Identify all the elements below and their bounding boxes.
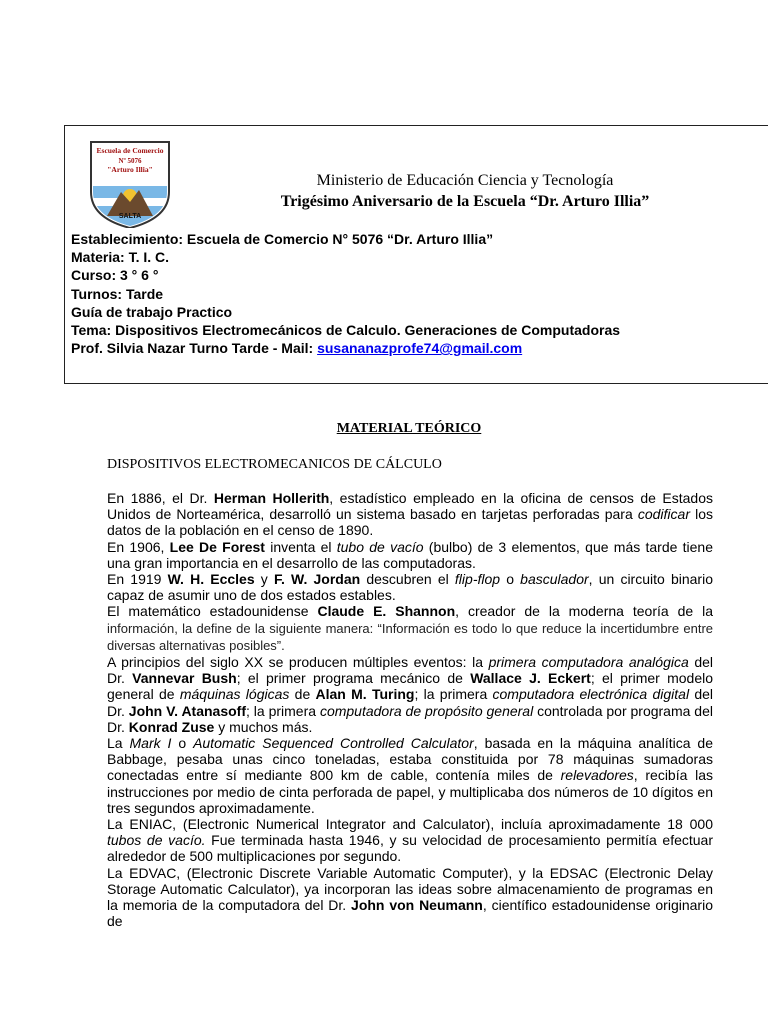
text-run: o: [171, 735, 194, 752]
paragraph-mark-i: [107, 735, 713, 816]
text-run: , recibía las instrucciones por medio de cinta perforada de papel, y multiplicaba dos números de 10 dígitos en tres segundos aproximadamente.: [107, 767, 713, 816]
bold-name: Vannevar Bush: [132, 670, 237, 687]
paragraph-eniac: [107, 816, 713, 865]
paragraph-edvac: [107, 865, 713, 930]
bold-name: Claude E. Shannon: [317, 603, 456, 620]
bold-name: John V. Atanasoff: [128, 702, 247, 719]
school-crest-icon: [87, 136, 173, 228]
text-run: El matemático estadounidense: [107, 603, 318, 620]
text-run: , basada en la máquina analítica de Babbage, pesaba unas cinco toneladas, estaba constituida por 78 máquinas sumadoras conectadas entre sí mediante 800 km de cable, contenía miles de: [107, 735, 713, 784]
bold-name: Wallace J. Eckert: [470, 670, 591, 687]
italic-term: computadora electrónica digital: [492, 686, 690, 703]
bold-name: Herman Hollerith: [213, 490, 330, 506]
section-title: MATERIAL TEÓRICO: [336, 421, 482, 436]
italic-term: basculador: [520, 571, 589, 588]
paragraph-shannon: [107, 603, 713, 654]
info-guia: Guía de trabajo Practico: [71, 303, 233, 320]
text-run: ; la primera: [246, 702, 320, 719]
paragraph-siglo-xx: [107, 654, 713, 735]
italic-term: computadora de propósito general: [319, 702, 534, 719]
crest-text-name: "Arturo Illia": [107, 165, 153, 174]
text-run: del Dr.: [107, 654, 713, 687]
text-run: ; la primera: [414, 686, 493, 703]
info-prof-line: [71, 339, 768, 357]
email-link[interactable]: susananazprofe74@gmail.com: [317, 340, 523, 357]
bold-name: Lee De Forest: [169, 538, 265, 555]
header-box: [64, 125, 768, 384]
info-turnos: Turnos: Tarde: [71, 285, 164, 302]
text-run: La ENIAC, (Electronic Numerical Integrator and Calculator), incluía aproximadamente 18 000: [107, 816, 713, 833]
text-run: La: [107, 735, 130, 752]
italic-term: tubos de vacío.: [107, 832, 206, 849]
italic-term: codificar: [637, 506, 690, 523]
text-run: En 1919: [107, 571, 168, 588]
school-crest-svg: [87, 136, 173, 228]
crest-text-num: Nº 5076: [118, 157, 142, 165]
text-run: descubren el: [360, 571, 455, 588]
text-run: y: [254, 571, 274, 588]
text-run: En 1886, el Dr.: [107, 490, 214, 506]
crest-text-city: SALTA: [118, 213, 142, 220]
course-info: [71, 230, 768, 357]
text-run: inventa el: [264, 538, 337, 555]
text-run: , un circuito binario capaz de asumir uno de dos estados estables.: [107, 571, 713, 604]
bold-name: F. W. Jordan: [273, 571, 361, 588]
italic-term: máquinas lógicas: [179, 686, 290, 703]
crest-text-top: Escuela de Comercio: [96, 146, 164, 155]
body-text: [107, 490, 713, 1024]
text-run: , estadístico empleado en la oficina de censos de Estados Unidos de Norteamérica, desarrolló un sistema basado en tarjetas perforadas para: [107, 490, 713, 523]
bold-name: Konrad Zuse: [128, 718, 215, 735]
text-run: Fue terminada hasta 1946, y su velocidad de procesamiento permitía efectuar alrededor de 500 multiplicaciones por segundo.: [107, 832, 713, 865]
text-run: los datos de la población en el censo de 1890.: [107, 506, 713, 539]
italic-term: flip-flop: [454, 571, 501, 588]
italic-term: tubo de vacío: [336, 538, 424, 555]
bold-name: Alan M. Turing: [315, 686, 415, 703]
info-tema: Tema: Dispositivos Electromecánicos de Calculo. Generaciones de Computadoras: [71, 322, 621, 339]
header-titles: [215, 170, 715, 212]
text-run: (bulbo) de 3 elementos, que más tarde tiene una gran importancia en el desarrollo de las computadoras.: [107, 538, 713, 571]
info-curso: Curso: 3 ° 6 °: [71, 267, 159, 284]
text-run: y muchos más.: [214, 718, 313, 735]
ministry-title: Ministerio de Educación Ciencia y Tecnología: [316, 172, 614, 189]
text-run: ; el primer programa mecánico de: [236, 670, 471, 687]
paragraph-de-forest: [107, 539, 713, 571]
anniversary-title: Trigésimo Aniversario de la Escuela “Dr. Arturo Illia”: [280, 193, 650, 210]
text-run: , científico estadounidense originario de: [107, 897, 713, 930]
italic-term: relevadores: [560, 767, 634, 784]
text-run: La EDVAC, (Electronic Discrete Variable Automatic Computer), y la EDSAC (Electronic Delay Storage Automatic Calculator), ya incorporan las ideas sobre almacenamiento de programas en la memoria de la computadora del Dr.: [107, 864, 713, 914]
paragraph-eccles-jordan: [107, 571, 713, 603]
section-subtitle: DISPOSITIVOS ELECTROMECANICOS DE CÁLCULO: [107, 457, 442, 472]
text-run: de: [289, 686, 316, 703]
text-run: del Dr.: [107, 686, 713, 719]
italic-term: Mark I: [129, 735, 172, 752]
text-run: ; el primer modelo general de: [107, 670, 713, 703]
text-run: o: [500, 571, 521, 588]
text-run: A principios del siglo XX se producen múltiples eventos: la: [107, 654, 489, 671]
info-establecimiento: Establecimiento: Escuela de Comercio N° 5076 “Dr. Arturo Illia”: [71, 231, 494, 247]
text-run: información, la define de la siguiente manera: “Información es todo lo que reduce la incertidumbre entre diversas alternativas posibles”.: [107, 620, 713, 653]
info-materia: Materia: T. I. C.: [71, 249, 170, 266]
bold-name: W. H. Eccles: [167, 571, 255, 588]
italic-term: primera computadora analógica: [488, 654, 689, 671]
info-prof: Prof. Silvia Nazar Turno Tarde - Mail:: [71, 340, 318, 357]
italic-term: Automatic Sequenced Controlled Calculator: [193, 735, 474, 752]
text-run: controlada por programa del Dr.: [107, 702, 713, 735]
text-run: En 1906,: [107, 538, 170, 555]
paragraph-hollerith: [107, 490, 713, 539]
bold-name: John von Neumann: [351, 897, 483, 914]
text-run: , creador de la moderna teoría de la: [455, 603, 713, 620]
